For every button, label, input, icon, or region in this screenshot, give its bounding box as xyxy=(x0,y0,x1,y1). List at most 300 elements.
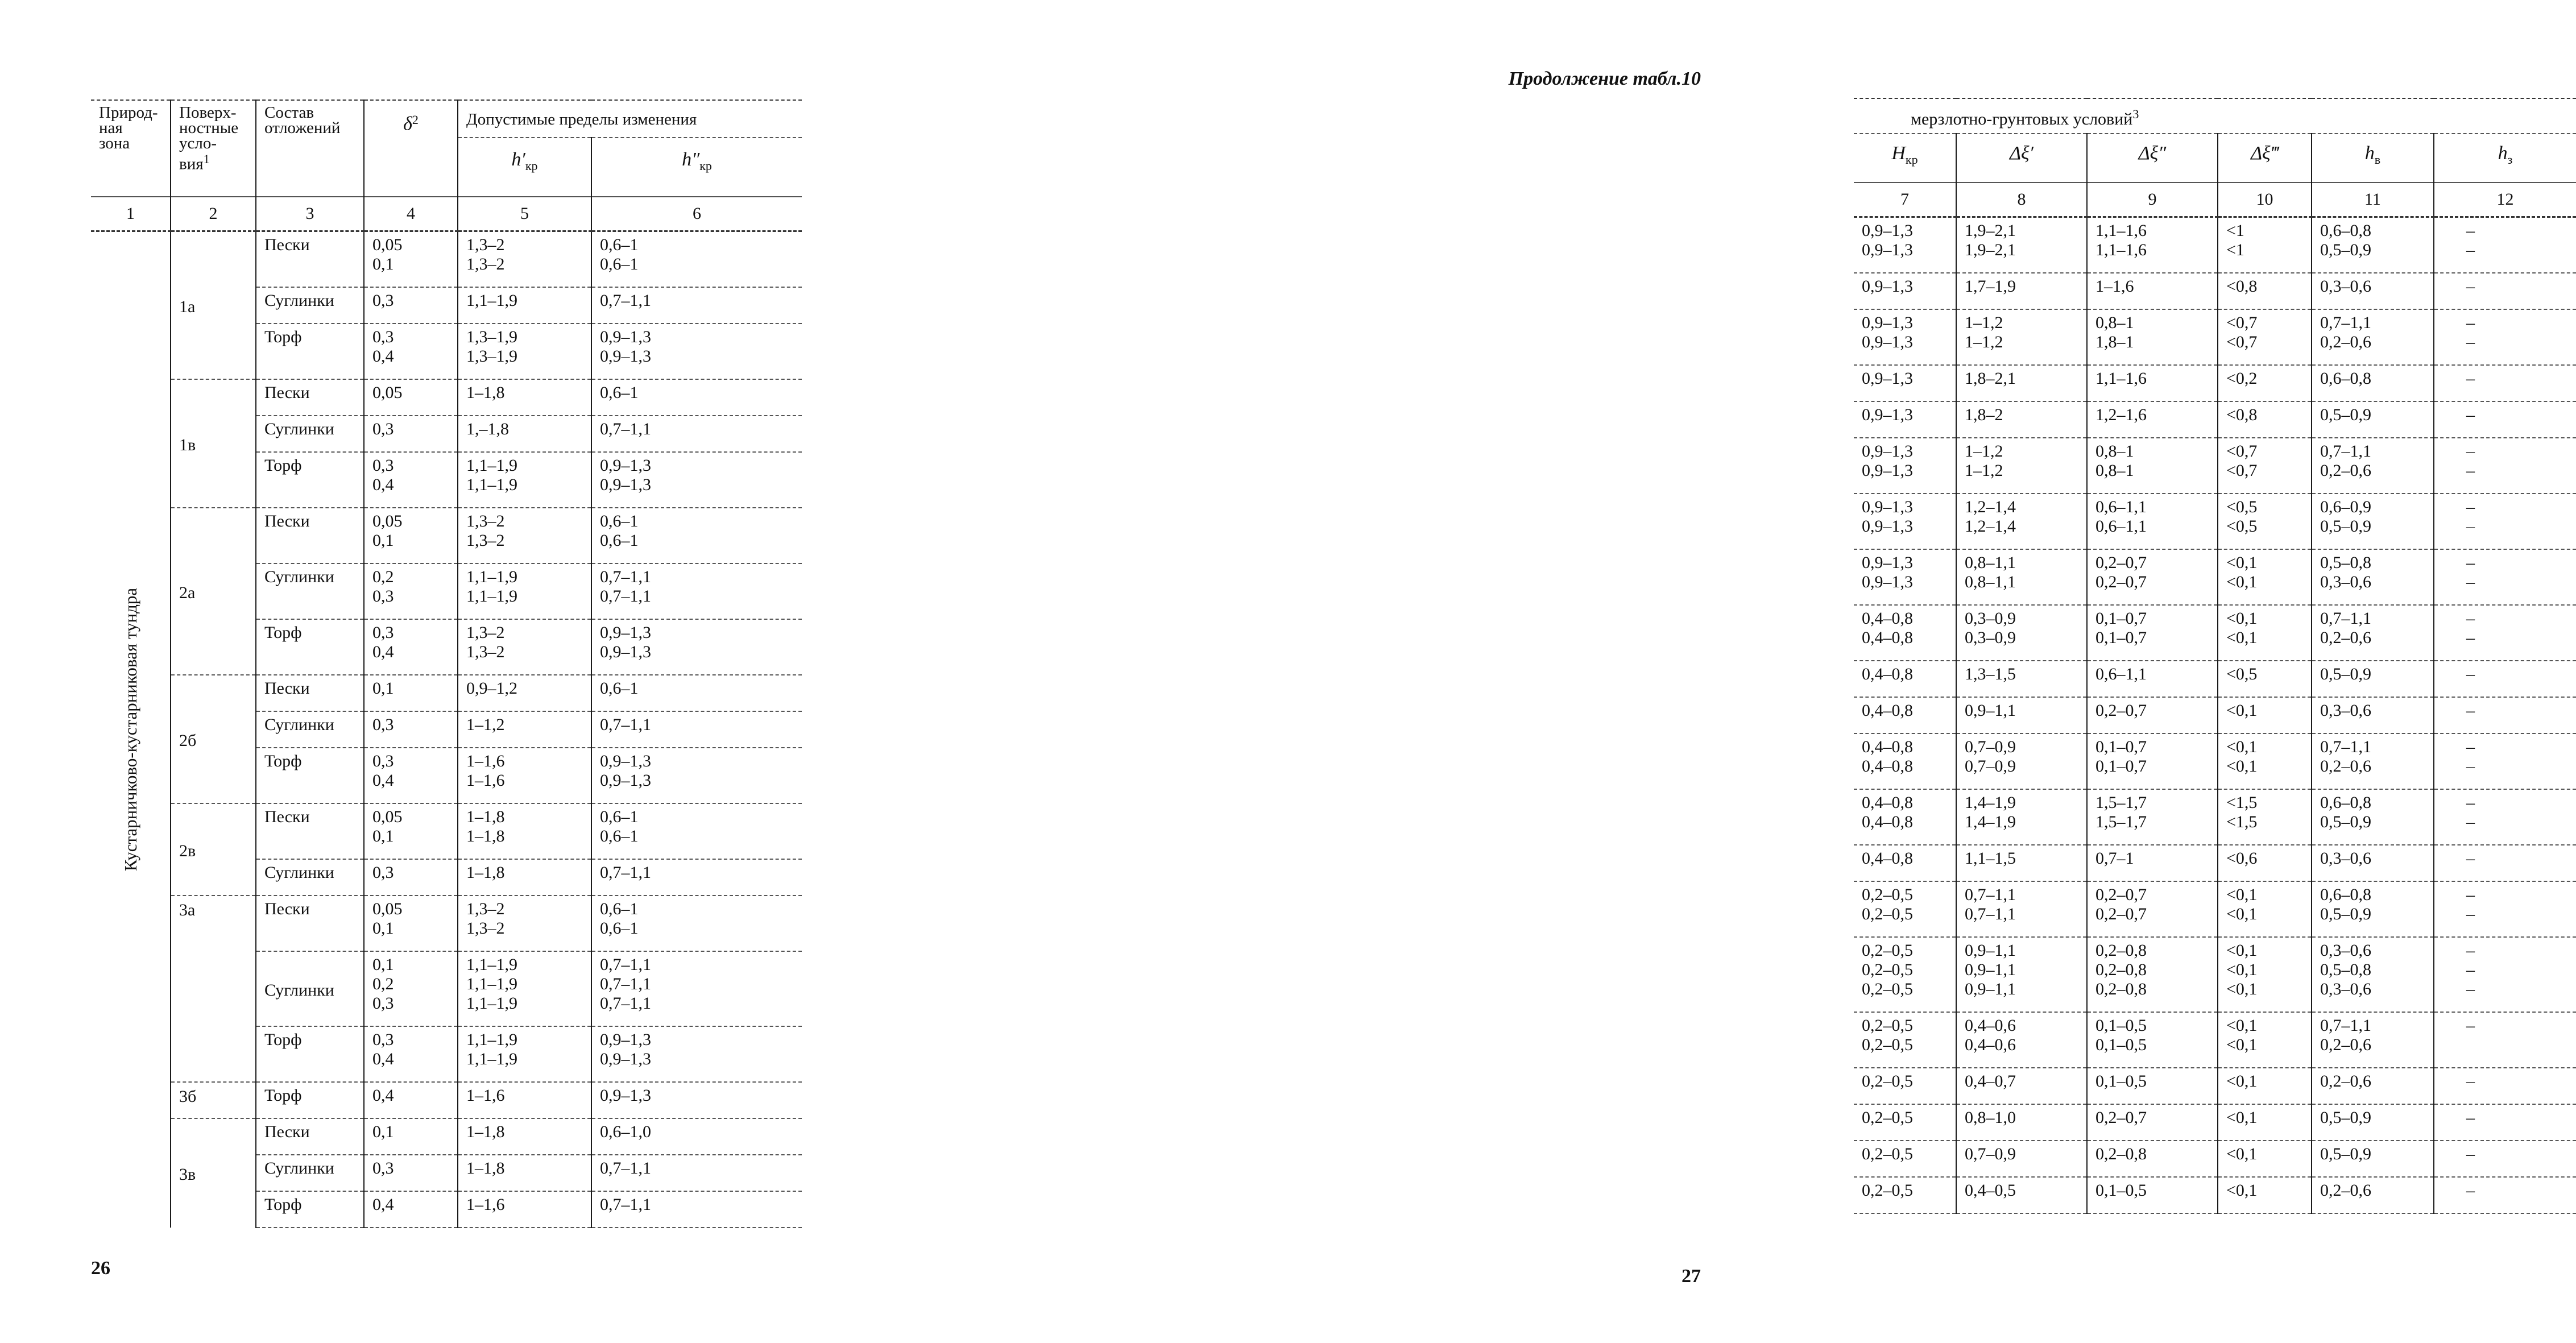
table-row xyxy=(1854,549,2576,605)
dxi3-value: <0,8 xyxy=(2218,273,2312,309)
dxi1-value: 0,7–0,9 0,7–0,9 xyxy=(1956,733,2087,789)
dxi3-value: <0,1 <0,1 xyxy=(2218,1012,2312,1068)
symbols-header-row xyxy=(1854,134,2576,183)
hkr1-value: 1,1–1,9 1,1–1,9 xyxy=(458,1026,591,1082)
dxi2-value: 1–1,6 xyxy=(2087,273,2218,309)
delta-value: 0,3 xyxy=(364,287,458,324)
hv-value: 0,5–0,9 xyxy=(2312,1141,2434,1177)
hz-value: – – xyxy=(2434,494,2576,549)
dxi2-value: 0,2–0,8 xyxy=(2087,1141,2218,1177)
dxi1-value: 1,1–1,5 xyxy=(1956,845,2087,881)
table-row xyxy=(91,1082,802,1118)
dxi1-value: 1–1,2 1–1,2 xyxy=(1956,438,2087,494)
dxi2-value: 0,2–0,7 0,2–0,7 xyxy=(2087,881,2218,937)
hkr2-value: 0,6–1 0,6–1 xyxy=(591,231,802,287)
dxi3-value: <0,1 xyxy=(2218,697,2312,733)
dxi1-value: 0,9–1,1 0,9–1,1 0,9–1,1 xyxy=(1956,937,2087,1012)
soil-type: Торф xyxy=(256,1191,364,1228)
table-row xyxy=(1854,1012,2576,1068)
table-row xyxy=(1854,1068,2576,1104)
table-row xyxy=(1854,605,2576,661)
right-page xyxy=(876,0,2514,1343)
table-row xyxy=(1854,789,2576,845)
delta-value: 0,1 xyxy=(364,675,458,711)
hv-value: 0,3–0,6 xyxy=(2312,273,2434,309)
hkr1-value: 1,1–1,9 xyxy=(458,287,591,324)
delta-value: 0,3 0,4 xyxy=(364,324,458,379)
hv-value: 0,6–0,8 0,5–0,9 xyxy=(2312,217,2434,273)
soil-type: Торф xyxy=(256,619,364,675)
column-number-row xyxy=(91,197,802,231)
table-row xyxy=(1854,494,2576,549)
delta-value: 0,05 xyxy=(364,379,458,416)
column-number: 8 xyxy=(1956,183,2087,217)
hkr2-value: 0,7–1,1 0,7–1,1 xyxy=(591,563,802,619)
soil-type: Суглинки xyxy=(256,951,364,1026)
surface-code: 1в xyxy=(171,379,256,508)
hkr1-value: 1,–1,8 xyxy=(458,416,591,452)
hkr1-value: 1,3–2 1,3–2 xyxy=(458,896,591,951)
dxi2-value: 0,1–0,5 0,1–0,5 xyxy=(2087,1012,2218,1068)
delta-value: 0,3 0,4 xyxy=(364,619,458,675)
delta-value: 0,1 xyxy=(364,1118,458,1155)
hkr1-subscript: кр xyxy=(525,158,538,173)
dxi1-value: 0,7–1,1 0,7–1,1 xyxy=(1956,881,2087,937)
table-row xyxy=(1854,217,2576,273)
hz-value: – xyxy=(2434,661,2576,697)
hkr2-value: 0,7–1,1 xyxy=(591,1191,802,1228)
Hkr-value: 0,2–0,5 0,2–0,5 xyxy=(1854,881,1956,937)
hkr2-value: 0,6–1,0 xyxy=(591,1118,802,1155)
column-number: 6 xyxy=(591,197,802,231)
dxi3-value: <0,1 xyxy=(2218,1104,2312,1141)
hkr1-value: 1,1–1,9 1,1–1,9 xyxy=(458,452,591,508)
Hkr-value: 0,4–0,8 0,4–0,8 xyxy=(1854,789,1956,845)
hkr1-value: 1–1,2 xyxy=(458,711,591,748)
hkr2-value: 0,6–1 0,6–1 xyxy=(591,803,802,859)
dxi3-value: <0,5 xyxy=(2218,661,2312,697)
dxi2-symbol: Δξ″ xyxy=(2138,143,2167,164)
table-row xyxy=(91,896,802,951)
delta-value: 0,4 xyxy=(364,1191,458,1228)
hz-value: – – xyxy=(2434,309,2576,365)
soil-type: Суглинки xyxy=(256,1155,364,1191)
soil-type: Пески xyxy=(256,1118,364,1155)
header-dxi3 xyxy=(2218,134,2312,183)
dxi1-value: 0,8–1,1 0,8–1,1 xyxy=(1956,549,2087,605)
dxi1-value: 0,4–0,7 xyxy=(1956,1068,2087,1104)
dxi3-value: <0,1 <0,1 <0,1 xyxy=(2218,937,2312,1012)
column-number: 12 xyxy=(2434,183,2576,217)
subtitle-row xyxy=(1854,98,2576,134)
table-left-part xyxy=(91,100,802,1228)
dxi3-value: <1,5 <1,5 xyxy=(2218,789,2312,845)
hv-value: 0,6–0,8 0,5–0,9 xyxy=(2312,881,2434,937)
footnote-2: 2 xyxy=(412,113,419,127)
hv-value: 0,5–0,9 xyxy=(2312,661,2434,697)
delta-value: 0,2 0,3 xyxy=(364,563,458,619)
Hkr-value: 0,4–0,8 xyxy=(1854,697,1956,733)
delta-value: 0,3 0,4 xyxy=(364,452,458,508)
column-number: 4 xyxy=(364,197,458,231)
hkr2-value: 0,6–1 0,6–1 xyxy=(591,508,802,563)
hkr2-value: 0,9–1,3 0,9–1,3 xyxy=(591,748,802,803)
table-row xyxy=(1854,661,2576,697)
hz-value: – xyxy=(2434,1012,2576,1068)
zone-label-wrap xyxy=(119,232,142,1228)
hkr1-value: 1,3–2 1,3–2 xyxy=(458,508,591,563)
column-number: 11 xyxy=(2312,183,2434,217)
hz-value: – – xyxy=(2434,605,2576,661)
Hkr-value: 0,4–0,8 xyxy=(1854,661,1956,697)
delta-value: 0,3 0,4 xyxy=(364,1026,458,1082)
column-number: 7 xyxy=(1854,183,1956,217)
soil-type: Пески xyxy=(256,675,364,711)
Hkr-symbol: H xyxy=(1891,143,1906,164)
dxi2-value: 1,1–1,6 1,1–1,6 xyxy=(2087,217,2218,273)
surface-code: 3в xyxy=(171,1118,256,1228)
Hkr-value: 0,2–0,5 xyxy=(1854,1177,1956,1213)
table-row xyxy=(1854,733,2576,789)
dxi2-value: 0,8–1 1,8–1 xyxy=(2087,309,2218,365)
hv-value: 0,7–1,1 0,2–0,6 xyxy=(2312,605,2434,661)
header-limits: Допустимые пределы изменения xyxy=(458,100,802,138)
Hkr-value: 0,9–1,3 xyxy=(1854,401,1956,438)
hkr1-value: 1–1,6 1–1,6 xyxy=(458,748,591,803)
hz-value: – xyxy=(2434,1068,2576,1104)
dxi3-value: <0,1 <0,1 xyxy=(2218,549,2312,605)
dxi3-symbol: Δξ‴ xyxy=(2251,143,2279,164)
delta-value: 0,3 xyxy=(364,859,458,896)
Hkr-value: 0,2–0,5 0,2–0,5 xyxy=(1854,1012,1956,1068)
hv-value: 0,6–0,8 0,5–0,9 xyxy=(2312,789,2434,845)
hkr2-symbol: h″ xyxy=(682,149,700,170)
dxi1-value: 0,3–0,9 0,3–0,9 xyxy=(1956,605,2087,661)
hkr2-value: 0,9–1,3 0,9–1,3 xyxy=(591,619,802,675)
header-surface-text: Поверх- ностные усло- вия xyxy=(179,103,239,173)
Hkr-value: 0,9–1,3 0,9–1,3 xyxy=(1854,494,1956,549)
hv-subscript: в xyxy=(2374,152,2381,167)
hz-value: – – xyxy=(2434,789,2576,845)
left-page xyxy=(0,0,853,1343)
hkr1-value: 1,3–2 1,3–2 xyxy=(458,231,591,287)
delta-value: 0,3 0,4 xyxy=(364,748,458,803)
hkr1-value: 0,9–1,2 xyxy=(458,675,591,711)
zone-cell xyxy=(91,231,171,1228)
hkr2-value: 0,9–1,3 xyxy=(591,1082,802,1118)
soil-type: Торф xyxy=(256,1082,364,1118)
column-number: 1 xyxy=(91,197,171,231)
hkr2-value: 0,7–1,1 xyxy=(591,859,802,896)
hv-value: 0,7–1,1 0,2–0,6 xyxy=(2312,438,2434,494)
delta-symbol: δ xyxy=(403,113,412,135)
dxi3-value: <0,1 xyxy=(2218,1141,2312,1177)
surface-code: 3б xyxy=(171,1082,256,1118)
delta-value: 0,3 xyxy=(364,711,458,748)
table-row xyxy=(1854,845,2576,881)
dxi1-symbol: Δξ′ xyxy=(2010,143,2034,164)
Hkr-value: 0,4–0,8 0,4–0,8 xyxy=(1854,605,1956,661)
dxi2-value: 0,2–0,7 xyxy=(2087,697,2218,733)
hz-value: – xyxy=(2434,1141,2576,1177)
dxi3-value: <0,1 xyxy=(2218,1177,2312,1213)
surface-code: 2б xyxy=(171,675,256,803)
Hkr-value: 0,2–0,5 xyxy=(1854,1104,1956,1141)
hkr1-value: 1–1,6 xyxy=(458,1191,591,1228)
hv-value: 0,3–0,6 0,5–0,8 0,3–0,6 xyxy=(2312,937,2434,1012)
header-delta xyxy=(364,100,458,197)
soil-type: Торф xyxy=(256,324,364,379)
hkr2-value: 0,7–1,1 xyxy=(591,711,802,748)
hkr2-value: 0,7–1,1 xyxy=(591,287,802,324)
column-number: 10 xyxy=(2218,183,2312,217)
hkr1-value: 1,1–1,9 1,1–1,9 1,1–1,9 xyxy=(458,951,591,1026)
table-row xyxy=(1854,697,2576,733)
table-row xyxy=(91,675,802,711)
hkr1-value: 1–1,8 xyxy=(458,1118,591,1155)
dxi1-value: 1,7–1,9 xyxy=(1956,273,2087,309)
dxi3-value: <1 <1 xyxy=(2218,217,2312,273)
dxi1-value: 0,9–1,1 xyxy=(1956,697,2087,733)
column-number: 9 xyxy=(2087,183,2218,217)
dxi2-value: 0,1–0,7 0,1–0,7 xyxy=(2087,605,2218,661)
column-number: 3 xyxy=(256,197,364,231)
header-hkr1 xyxy=(458,138,591,197)
table-row xyxy=(1854,273,2576,309)
page-number-left: 26 xyxy=(91,1258,110,1279)
table-row xyxy=(1854,438,2576,494)
Hkr-value: 0,4–0,8 xyxy=(1854,845,1956,881)
delta-value: 0,3 xyxy=(364,416,458,452)
dxi3-value: <0,6 xyxy=(2218,845,2312,881)
dxi2-value: 0,1–0,7 0,1–0,7 xyxy=(2087,733,2218,789)
header-soil: Состав отложений xyxy=(256,100,364,197)
hz-value: – xyxy=(2434,1104,2576,1141)
hkr2-value: 0,9–1,3 0,9–1,3 xyxy=(591,324,802,379)
hv-value: 0,7–1,1 0,2–0,6 xyxy=(2312,309,2434,365)
dxi1-value: 1,2–1,4 1,2–1,4 xyxy=(1956,494,2087,549)
surface-code: 2в xyxy=(171,803,256,896)
hz-value: – xyxy=(2434,845,2576,881)
delta-value: 0,3 xyxy=(364,1155,458,1191)
dxi1-value: 0,7–0,9 xyxy=(1956,1141,2087,1177)
delta-value: 0,05 0,1 xyxy=(364,803,458,859)
footnote-3: 3 xyxy=(2132,107,2139,121)
dxi3-value: <0,5 <0,5 xyxy=(2218,494,2312,549)
table-row xyxy=(1854,1104,2576,1141)
header-hv xyxy=(2312,134,2434,183)
dxi3-value: <0,1 <0,1 xyxy=(2218,733,2312,789)
soil-type: Пески xyxy=(256,803,364,859)
dxi1-value: 0,8–1,0 xyxy=(1956,1104,2087,1141)
subtitle xyxy=(1854,98,2576,134)
soil-type: Пески xyxy=(256,508,364,563)
hz-value: – – xyxy=(2434,217,2576,273)
dxi2-value: 1,5–1,7 1,5–1,7 xyxy=(2087,789,2218,845)
hv-value: 0,5–0,9 xyxy=(2312,401,2434,438)
dxi3-value: <0,1 <0,1 xyxy=(2218,605,2312,661)
soil-type: Пески xyxy=(256,231,364,287)
hkr1-value: 1–1,8 xyxy=(458,379,591,416)
hkr2-value: 0,6–1 0,6–1 xyxy=(591,896,802,951)
page-number-right: 27 xyxy=(1682,1266,1701,1287)
zone-label: Кустарничково-кустарниковая тундра xyxy=(120,588,140,872)
hz-value: – xyxy=(2434,1177,2576,1213)
header-dxi2 xyxy=(2087,134,2218,183)
hz-value: – – xyxy=(2434,438,2576,494)
table-row xyxy=(91,231,802,287)
Hkr-value: 0,4–0,8 0,4–0,8 xyxy=(1854,733,1956,789)
hkr1-symbol: h′ xyxy=(511,149,525,170)
hkr2-value: 0,7–1,1 xyxy=(591,416,802,452)
soil-type: Торф xyxy=(256,452,364,508)
Hkr-subscript: кр xyxy=(1905,152,1918,167)
hv-value: 0,2–0,6 xyxy=(2312,1068,2434,1104)
hv-value: 0,3–0,6 xyxy=(2312,845,2434,881)
header-dxi1 xyxy=(1956,134,2087,183)
hv-value: 0,5–0,9 xyxy=(2312,1104,2434,1141)
delta-value: 0,05 0,1 xyxy=(364,896,458,951)
hv-value: 0,6–0,8 xyxy=(2312,365,2434,401)
dxi2-value: 0,6–1,1 xyxy=(2087,661,2218,697)
dxi2-value: 0,2–0,7 0,2–0,7 xyxy=(2087,549,2218,605)
dxi2-value: 0,7–1 xyxy=(2087,845,2218,881)
dxi1-value: 1,3–1,5 xyxy=(1956,661,2087,697)
hkr2-value: 0,6–1 xyxy=(591,675,802,711)
soil-type: Суглинки xyxy=(256,416,364,452)
header-zone: Природ- ная зона xyxy=(91,100,171,197)
hkr2-value: 0,9–1,3 0,9–1,3 xyxy=(591,1026,802,1082)
hv-value: 0,7–1,1 0,2–0,6 xyxy=(2312,1012,2434,1068)
Hkr-value: 0,9–1,3 0,9–1,3 xyxy=(1854,309,1956,365)
Hkr-value: 0,9–1,3 0,9–1,3 xyxy=(1854,438,1956,494)
Hkr-value: 0,9–1,3 0,9–1,3 xyxy=(1854,217,1956,273)
Hkr-value: 0,2–0,5 xyxy=(1854,1068,1956,1104)
soil-type: Суглинки xyxy=(256,563,364,619)
table-row xyxy=(1854,881,2576,937)
footnote-1: 1 xyxy=(203,152,210,166)
dxi1-value: 0,4–0,5 xyxy=(1956,1177,2087,1213)
surface-code: 3а xyxy=(171,896,256,1082)
dxi2-value: 0,8–1 0,8–1 xyxy=(2087,438,2218,494)
table-row xyxy=(91,1118,802,1155)
hz-value: – – xyxy=(2434,733,2576,789)
dxi3-value: <0,7 <0,7 xyxy=(2218,438,2312,494)
hz-value: – xyxy=(2434,401,2576,438)
dxi1-value: 1–1,2 1–1,2 xyxy=(1956,309,2087,365)
Hkr-value: 0,9–1,3 xyxy=(1854,365,1956,401)
hkr2-value: 0,9–1,3 0,9–1,3 xyxy=(591,452,802,508)
hkr2-value: 0,6–1 xyxy=(591,379,802,416)
surface-code: 2а xyxy=(171,508,256,675)
table-row xyxy=(1854,401,2576,438)
table-row xyxy=(91,803,802,859)
hkr1-value: 1,3–2 1,3–2 xyxy=(458,619,591,675)
hz-value: – xyxy=(2434,697,2576,733)
dxi2-value: 0,2–0,8 0,2–0,8 0,2–0,8 xyxy=(2087,937,2218,1012)
table-row xyxy=(91,508,802,563)
hv-symbol: h xyxy=(2364,143,2375,164)
dxi2-value: 0,6–1,1 0,6–1,1 xyxy=(2087,494,2218,549)
hkr1-value: 1–1,8 1–1,8 xyxy=(458,803,591,859)
hz-value: – xyxy=(2434,273,2576,309)
hkr2-value: 0,7–1,1 xyxy=(591,1155,802,1191)
dxi1-value: 1,8–2 xyxy=(1956,401,2087,438)
surface-code: 1а xyxy=(171,231,256,379)
table-row xyxy=(91,379,802,416)
soil-type: Суглинки xyxy=(256,711,364,748)
hz-value: – – – xyxy=(2434,937,2576,1012)
hz-value: – xyxy=(2434,365,2576,401)
dxi1-value: 1,4–1,9 1,4–1,9 xyxy=(1956,789,2087,845)
hkr2-subscript: кр xyxy=(699,158,712,173)
hv-value: 0,7–1,1 0,2–0,6 xyxy=(2312,733,2434,789)
header-surface xyxy=(171,100,256,197)
dxi3-value: <0,7 <0,7 xyxy=(2218,309,2312,365)
dxi2-value: 1,2–1,6 xyxy=(2087,401,2218,438)
Hkr-value: 0,9–1,3 xyxy=(1854,273,1956,309)
subtitle-text: мерзлотно-грунтовых условий xyxy=(1911,110,2133,129)
column-number: 5 xyxy=(458,197,591,231)
delta-value: 0,4 xyxy=(364,1082,458,1118)
soil-type: Пески xyxy=(256,896,364,951)
table-row xyxy=(1854,365,2576,401)
hkr2-value: 0,7–1,1 0,7–1,1 0,7–1,1 xyxy=(591,951,802,1026)
continuation-title: Продолжение табл.10 xyxy=(1508,68,1701,89)
hkr1-value: 1,3–1,9 1,3–1,9 xyxy=(458,324,591,379)
Hkr-value: 0,2–0,5 xyxy=(1854,1141,1956,1177)
hv-value: 0,2–0,6 xyxy=(2312,1177,2434,1213)
dxi2-value: 1,1–1,6 xyxy=(2087,365,2218,401)
delta-value: 0,1 0,2 0,3 xyxy=(364,951,458,1026)
dxi1-value: 1,8–2,1 xyxy=(1956,365,2087,401)
column-number: 2 xyxy=(171,197,256,231)
hz-value: – – xyxy=(2434,549,2576,605)
dxi2-value: 0,2–0,7 xyxy=(2087,1104,2218,1141)
header-Hkr xyxy=(1854,134,1956,183)
header-hz xyxy=(2434,134,2576,183)
Hkr-value: 0,2–0,5 0,2–0,5 0,2–0,5 xyxy=(1854,937,1956,1012)
soil-type: Торф xyxy=(256,1026,364,1082)
soil-type: Суглинки xyxy=(256,859,364,896)
header-row-top xyxy=(91,100,802,138)
Hkr-value: 0,9–1,3 0,9–1,3 xyxy=(1854,549,1956,605)
hkr1-value: 1,1–1,9 1,1–1,9 xyxy=(458,563,591,619)
delta-value: 0,05 0,1 xyxy=(364,231,458,287)
hkr1-value: 1–1,8 xyxy=(458,1155,591,1191)
dxi1-value: 1,9–2,1 1,9–2,1 xyxy=(1956,217,2087,273)
table-row xyxy=(1854,309,2576,365)
hv-value: 0,3–0,6 xyxy=(2312,697,2434,733)
hv-value: 0,5–0,8 0,3–0,6 xyxy=(2312,549,2434,605)
dxi3-value: <0,2 xyxy=(2218,365,2312,401)
dxi1-value: 0,4–0,6 0,4–0,6 xyxy=(1956,1012,2087,1068)
dxi2-value: 0,1–0,5 xyxy=(2087,1068,2218,1104)
soil-type: Торф xyxy=(256,748,364,803)
header-hkr2 xyxy=(591,138,802,197)
dxi3-value: <0,1 xyxy=(2218,1068,2312,1104)
hkr1-value: 1–1,6 xyxy=(458,1082,591,1118)
table-row xyxy=(1854,1141,2576,1177)
dxi3-value: <0,8 xyxy=(2218,401,2312,438)
delta-value: 0,05 0,1 xyxy=(364,508,458,563)
hz-symbol: h xyxy=(2498,143,2508,164)
soil-type: Суглинки xyxy=(256,287,364,324)
column-number-row xyxy=(1854,183,2576,217)
hv-value: 0,6–0,9 0,5–0,9 xyxy=(2312,494,2434,549)
soil-type: Пески xyxy=(256,379,364,416)
dxi3-value: <0,1 <0,1 xyxy=(2218,881,2312,937)
